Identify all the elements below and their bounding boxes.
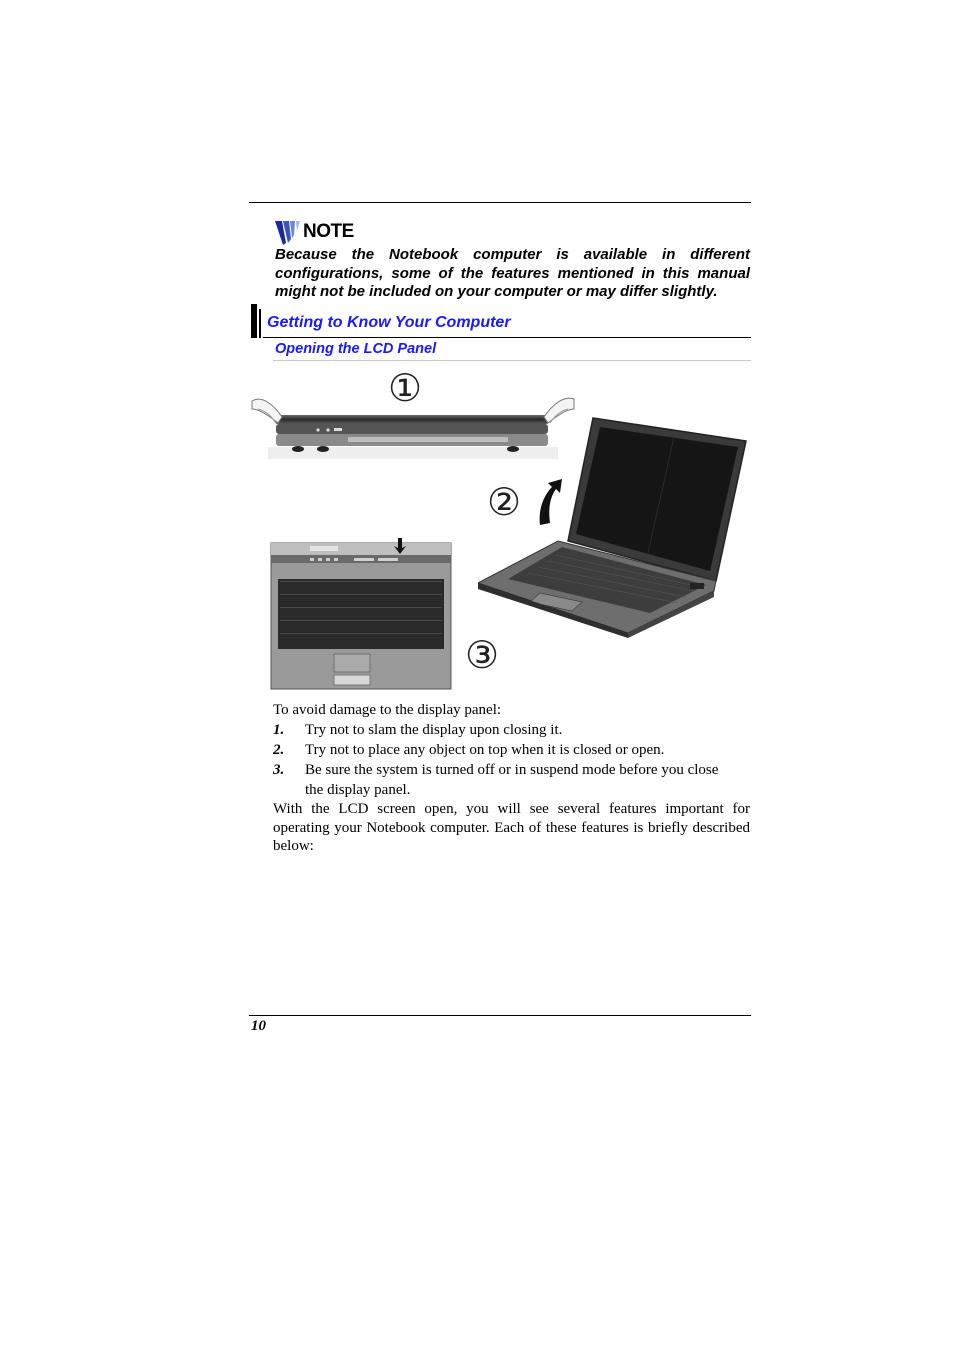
list-number: 1.: [273, 722, 285, 738]
subsection-rule: [273, 360, 751, 361]
body-paragraph: With the LCD screen open, you will see several features important for operating your Notebook computer. Each of these features is briefly described below:: [273, 801, 750, 854]
step-3-label: ③: [464, 633, 500, 677]
open-notebook-illustration: [478, 413, 750, 638]
note-title: NOTE: [303, 221, 354, 242]
footer-rule: [249, 1015, 751, 1016]
note-icon: [273, 219, 303, 247]
list-text: Be sure the system is turned off or in suspend mode before you close the display panel.: [305, 762, 719, 798]
list-number: 2.: [273, 742, 285, 758]
note-text: Because the Notebook computer is available in different configurations, some of the features mentioned in this manual might not be included on your computer or may differ slightly.: [275, 246, 750, 300]
step-2-label: ②: [486, 480, 522, 524]
subsection-title: Opening the LCD Panel: [275, 341, 437, 357]
section-bar-thin: [259, 309, 261, 338]
intro-text: To avoid damage to the display panel:: [273, 702, 502, 718]
header-rule: [249, 202, 751, 203]
section-bar: [251, 304, 257, 338]
step-1-label: ①: [387, 366, 423, 410]
keyboard-illustration: [270, 536, 510, 690]
section-title: Getting to Know Your Computer: [267, 314, 511, 331]
list-number: 3.: [273, 762, 285, 778]
list-text: Try not to place any object on top when it is closed or open.: [305, 742, 665, 758]
section-rule: [263, 337, 751, 338]
page-number: 10: [251, 1018, 266, 1034]
list-text: Try not to slam the display upon closing it.: [305, 722, 563, 738]
